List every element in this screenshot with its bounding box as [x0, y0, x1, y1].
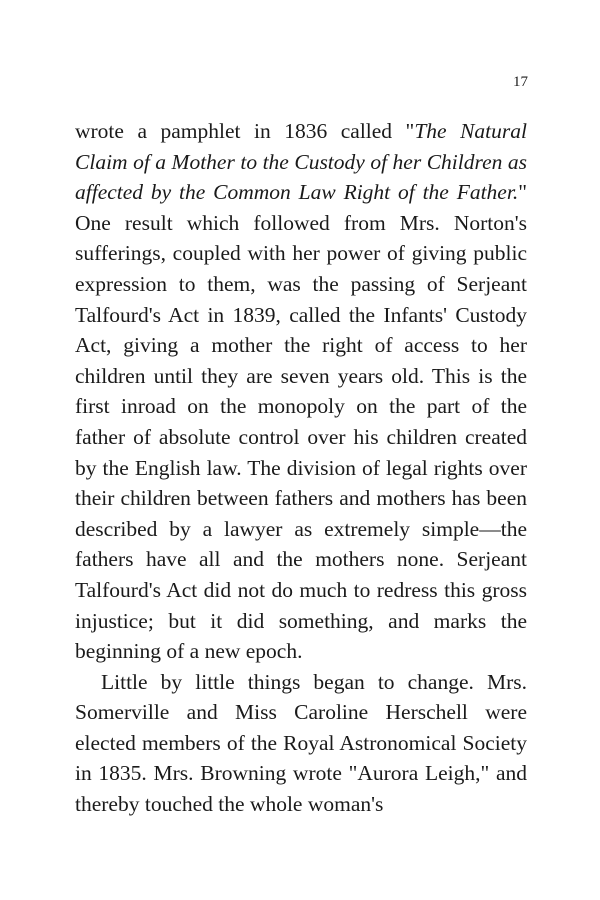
paragraph-2	[75, 667, 527, 820]
paragraph-1-continuation: " One result which followed from Mrs. Norton's sufferings, coupled with her power of giving public expression to them, was the passing of Serjeant Talfourd's Act in 1839, called the Infants' Custody Act, giving a mother the right of access to her children until they are seven years old. This is the first inroad on the monopoly on the part of the father of absolute control over his children created by the English law. The division of legal rights over their children between fathers and mothers has been described by a lawyer as extremely simple—the fathers have all and the mothers none. Serjeant Talfourd's Act did not do much to redress this gross injustice; but it did something, and marks the beginning of a new epoch.	[75, 180, 527, 664]
paragraph-2-text: Little by little things began to change. Mrs. Somerville and Miss Caroline Herschell were elected members of the Royal Astronomical Society in 1835. Mrs. Browning wrote "Aurora Leigh," and thereby touched the whole woman's	[75, 669, 527, 817]
paragraph-1-text: wrote a pamphlet in 1836 called "	[75, 119, 415, 143]
body-text	[75, 116, 527, 820]
paragraph-1	[75, 116, 527, 667]
pamphlet-title: The Natural Claim of a Mother to the Custody of her Children as affected by the Common Law Right of the Father.	[75, 119, 528, 205]
page-number: 17	[513, 74, 528, 90]
